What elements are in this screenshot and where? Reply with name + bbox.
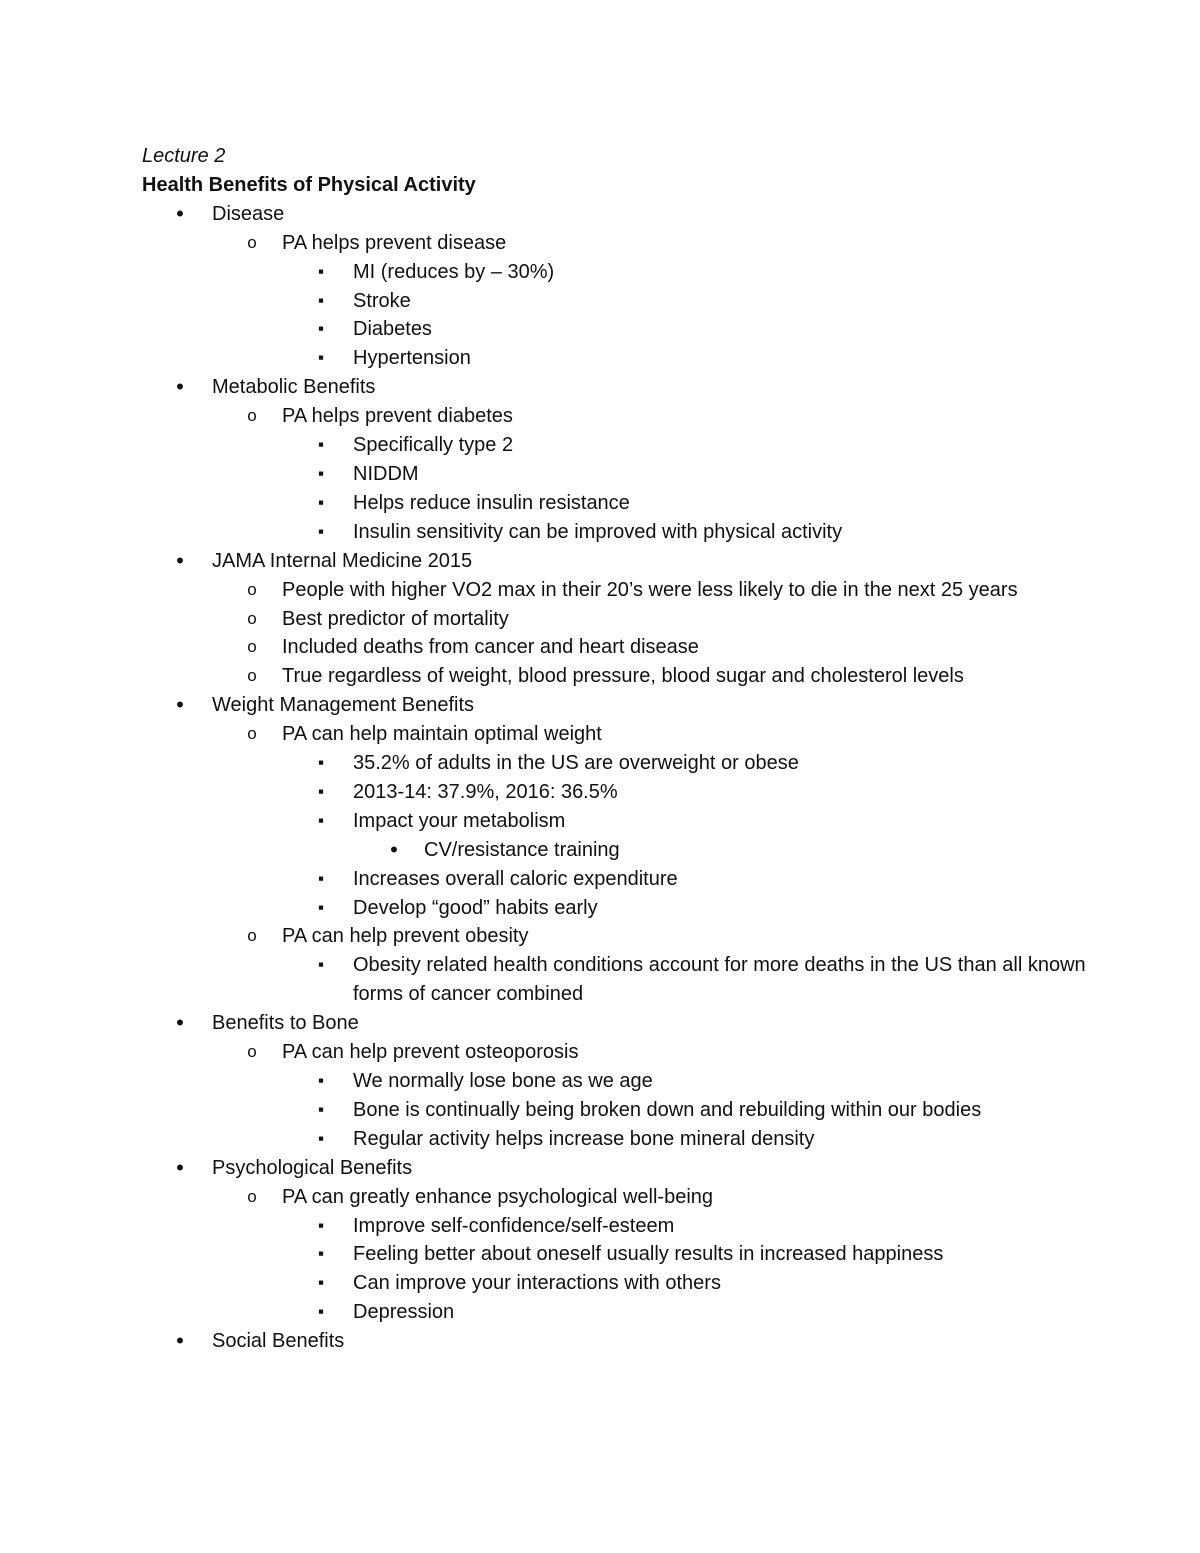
list-item bbox=[353, 836, 1102, 865]
list-item bbox=[282, 1067, 1102, 1096]
item-label: o PA helps prevent diabetes bbox=[282, 405, 513, 428]
list-item bbox=[282, 894, 1102, 923]
item-label: • CV/resistance training bbox=[424, 838, 620, 861]
item-label: ▪ 2013-14: 37.9%, 2016: 36.5% bbox=[353, 780, 618, 803]
item-label: ▪ Diabetes bbox=[353, 318, 432, 341]
section-label: • Disease bbox=[212, 202, 285, 225]
sublist bbox=[212, 229, 1102, 374]
item-label: o PA can help maintain optimal weight bbox=[282, 723, 602, 746]
sublist bbox=[212, 402, 1102, 547]
sublist bbox=[282, 1067, 1102, 1154]
list-item bbox=[282, 518, 1102, 547]
list-item bbox=[282, 315, 1102, 344]
item-label: o PA can help prevent osteoporosis bbox=[282, 1041, 579, 1064]
sublist bbox=[212, 1183, 1102, 1328]
sublist bbox=[212, 720, 1102, 1009]
item-label: ▪ Improve self-confidence/self-esteem bbox=[353, 1214, 675, 1237]
list-item bbox=[282, 1212, 1102, 1241]
item-label: ▪ Depression bbox=[353, 1301, 455, 1324]
item-label: ▪ Impact your metabolism bbox=[353, 809, 566, 832]
list-item bbox=[212, 922, 1102, 1009]
list-item bbox=[282, 1298, 1102, 1327]
item-label: ▪ MI (reduces by – 30%) bbox=[353, 260, 555, 283]
item-label: ▪ Bone is continually being broken down and rebuilding within our bodies bbox=[353, 1098, 982, 1121]
item-label: ▪ Specifically type 2 bbox=[353, 434, 514, 457]
list-item bbox=[282, 258, 1102, 287]
list-item bbox=[212, 633, 1102, 662]
section-item bbox=[142, 547, 1102, 692]
list-item bbox=[282, 1240, 1102, 1269]
section-label: • Social Benefits bbox=[212, 1330, 345, 1353]
list-item bbox=[282, 489, 1102, 518]
sublist bbox=[353, 836, 1102, 865]
list-item bbox=[282, 1125, 1102, 1154]
list-item bbox=[282, 749, 1102, 778]
item-label: ▪ Helps reduce insulin resistance bbox=[353, 491, 630, 514]
sublist bbox=[282, 951, 1102, 1009]
section-item bbox=[142, 1327, 1102, 1356]
list-item bbox=[212, 1038, 1102, 1154]
section-label: • Weight Management Benefits bbox=[212, 694, 475, 717]
item-label: o Included deaths from cancer and heart disease bbox=[282, 636, 699, 659]
lecture-label: Lecture 2 bbox=[142, 145, 226, 167]
item-label: ▪ Hypertension bbox=[353, 347, 471, 370]
list-item bbox=[282, 1269, 1102, 1298]
section-label: • Psychological Benefits bbox=[212, 1156, 413, 1179]
section-label: • Benefits to Bone bbox=[212, 1012, 359, 1035]
item-label: ▪ Feeling better about oneself usually results in increased happiness bbox=[353, 1243, 944, 1266]
item-label: ▪ NIDDM bbox=[353, 462, 419, 485]
sublist bbox=[282, 258, 1102, 374]
list-item bbox=[282, 460, 1102, 489]
item-label: o PA can greatly enhance psychological well-being bbox=[282, 1185, 714, 1208]
list-item bbox=[282, 778, 1102, 807]
list-item bbox=[282, 287, 1102, 316]
sublist bbox=[282, 749, 1102, 922]
list-item bbox=[282, 951, 1102, 1009]
list-item bbox=[212, 605, 1102, 634]
item-label: ▪ 35.2% of adults in the US are overweight or obese bbox=[353, 752, 799, 775]
list-item bbox=[282, 344, 1102, 373]
item-label: o People with higher VO2 max in their 20’s were less likely to die in the next 25 years bbox=[282, 578, 1018, 601]
document-title: Health Benefits of Physical Activity bbox=[142, 173, 476, 196]
list-item bbox=[212, 720, 1102, 922]
list-item bbox=[212, 402, 1102, 547]
document-page bbox=[142, 142, 1102, 1356]
list-item bbox=[212, 576, 1102, 605]
item-label: o PA can help prevent obesity bbox=[282, 925, 529, 948]
section-item bbox=[142, 1154, 1102, 1327]
section-item bbox=[142, 691, 1102, 1009]
section-label: • Metabolic Benefits bbox=[212, 376, 376, 399]
item-label: ▪ Stroke bbox=[353, 289, 411, 312]
item-label: ▪ Develop “good” habits early bbox=[353, 896, 598, 919]
sublist bbox=[282, 1212, 1102, 1328]
outline-list bbox=[142, 200, 1102, 1356]
section-item bbox=[142, 1009, 1102, 1154]
list-item bbox=[212, 229, 1102, 374]
list-item bbox=[212, 662, 1102, 691]
sublist bbox=[282, 431, 1102, 547]
list-item bbox=[282, 865, 1102, 894]
item-label: o True regardless of weight, blood pressure, blood sugar and cholesterol levels bbox=[282, 665, 964, 688]
item-label: ▪ We normally lose bone as we age bbox=[353, 1070, 653, 1092]
list-item bbox=[282, 431, 1102, 460]
sublist bbox=[212, 576, 1102, 692]
section-item bbox=[142, 373, 1102, 546]
list-item bbox=[212, 1183, 1102, 1328]
item-label: ▪ Insulin sensitivity can be improved with physical activity bbox=[353, 520, 843, 543]
item-label: ▪ Increases overall caloric expenditure bbox=[353, 867, 678, 890]
section-item bbox=[142, 200, 1102, 373]
item-label: ▪ Can improve your interactions with others bbox=[353, 1272, 721, 1295]
item-label: ▪ Regular activity helps increase bone mineral density bbox=[353, 1127, 815, 1150]
section-label: • JAMA Internal Medicine 2015 bbox=[212, 549, 473, 572]
list-item bbox=[282, 1096, 1102, 1125]
sublist bbox=[212, 1038, 1102, 1154]
item-label: ▪ Obesity related health conditions account for more deaths in the US than all known forms of cancer combined bbox=[353, 954, 1086, 1006]
item-label: o Best predictor of mortality bbox=[282, 607, 509, 630]
list-item bbox=[282, 807, 1102, 865]
item-label: o PA helps prevent disease bbox=[282, 231, 507, 254]
